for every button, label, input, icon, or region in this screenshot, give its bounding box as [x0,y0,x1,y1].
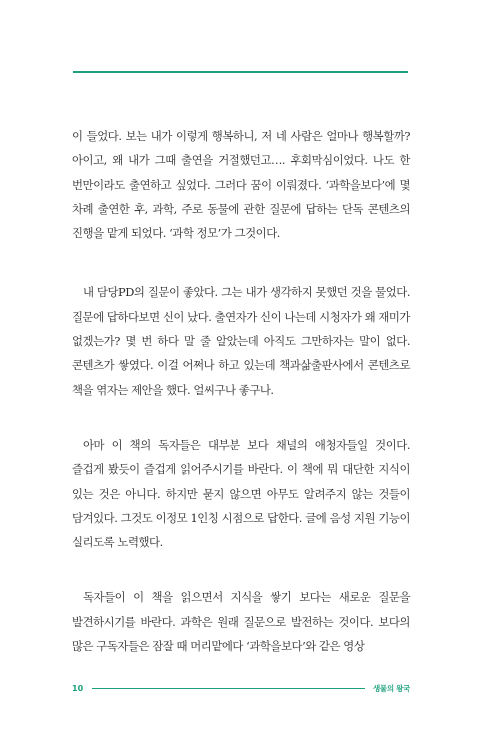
running-title: 생물의 왕국 [372,683,410,693]
page-footer [72,681,410,695]
page-body [72,124,410,658]
page-number: 10 [72,683,84,693]
footer-rule [92,688,365,689]
paragraph-4: 독자들이 이 책을 읽으면서 지식을 쌓기 보다는 새로운 질문을 발견하시기를 바란다. 과학은 원래 질문으로 발전하는 것이다. 보다의 많은 구독자들은 잠잘 때 머리맡에다 ‘과학을보다’와 같은 영상 [72,590,410,654]
header-rule [73,71,408,73]
paragraph-1: 이 들었다. 보는 내가 이렇게 행복하니, 저 네 사람은 얼마나 행복할까? 아이고, 왜 내가 그때 출연을 거절했던고…. 후회막심이었다. 나도 한 번만이라도 출연하고 싶었다. 그러다 꿈이 이뤄졌다. ‘과학을보다’에 몇 차례 출연한 후, 과학, 주로 동물에 관한 질문에 답하는 단독 콘텐츠의 진행을 맡게 되었다. ‘과학 정모’가 그것이다. [72,129,410,241]
paragraph-3: 아마 이 책의 독자들은 대부분 보다 채널의 애청자들일 것이다. 즐겁게 봤듯이 즐겁게 읽어주시기를 바란다. 이 책에 뭐 대단한 지식이 있는 것은 아니다. 하지만 묻지 않으면 아무도 알려주지 않는 것들이 담겨있다. 그것도 이정모 1인칭 시점으로 답한다. 글에 음성 지원 기능이 실리도록 노력했다. [72,437,410,550]
paragraph-2: 내 담당PD의 질문이 좋았다. 그는 내가 생각하지 못했던 것을 물었다. 질문에 답하다보면 신이 났다. 출연자가 신이 나는데 시청자가 왜 재미가 없겠는가? 몇 번 하다 말 줄 알았는데 아직도 그만하자는 말이 없다. 콘텐츠가 쌓였다. 이걸 어쩌나 하고 있는데 책과삶출판사에서 콘텐츠로 책을 엮자는 제안을 했다. 얼씨구나 좋구나. [72,285,410,397]
